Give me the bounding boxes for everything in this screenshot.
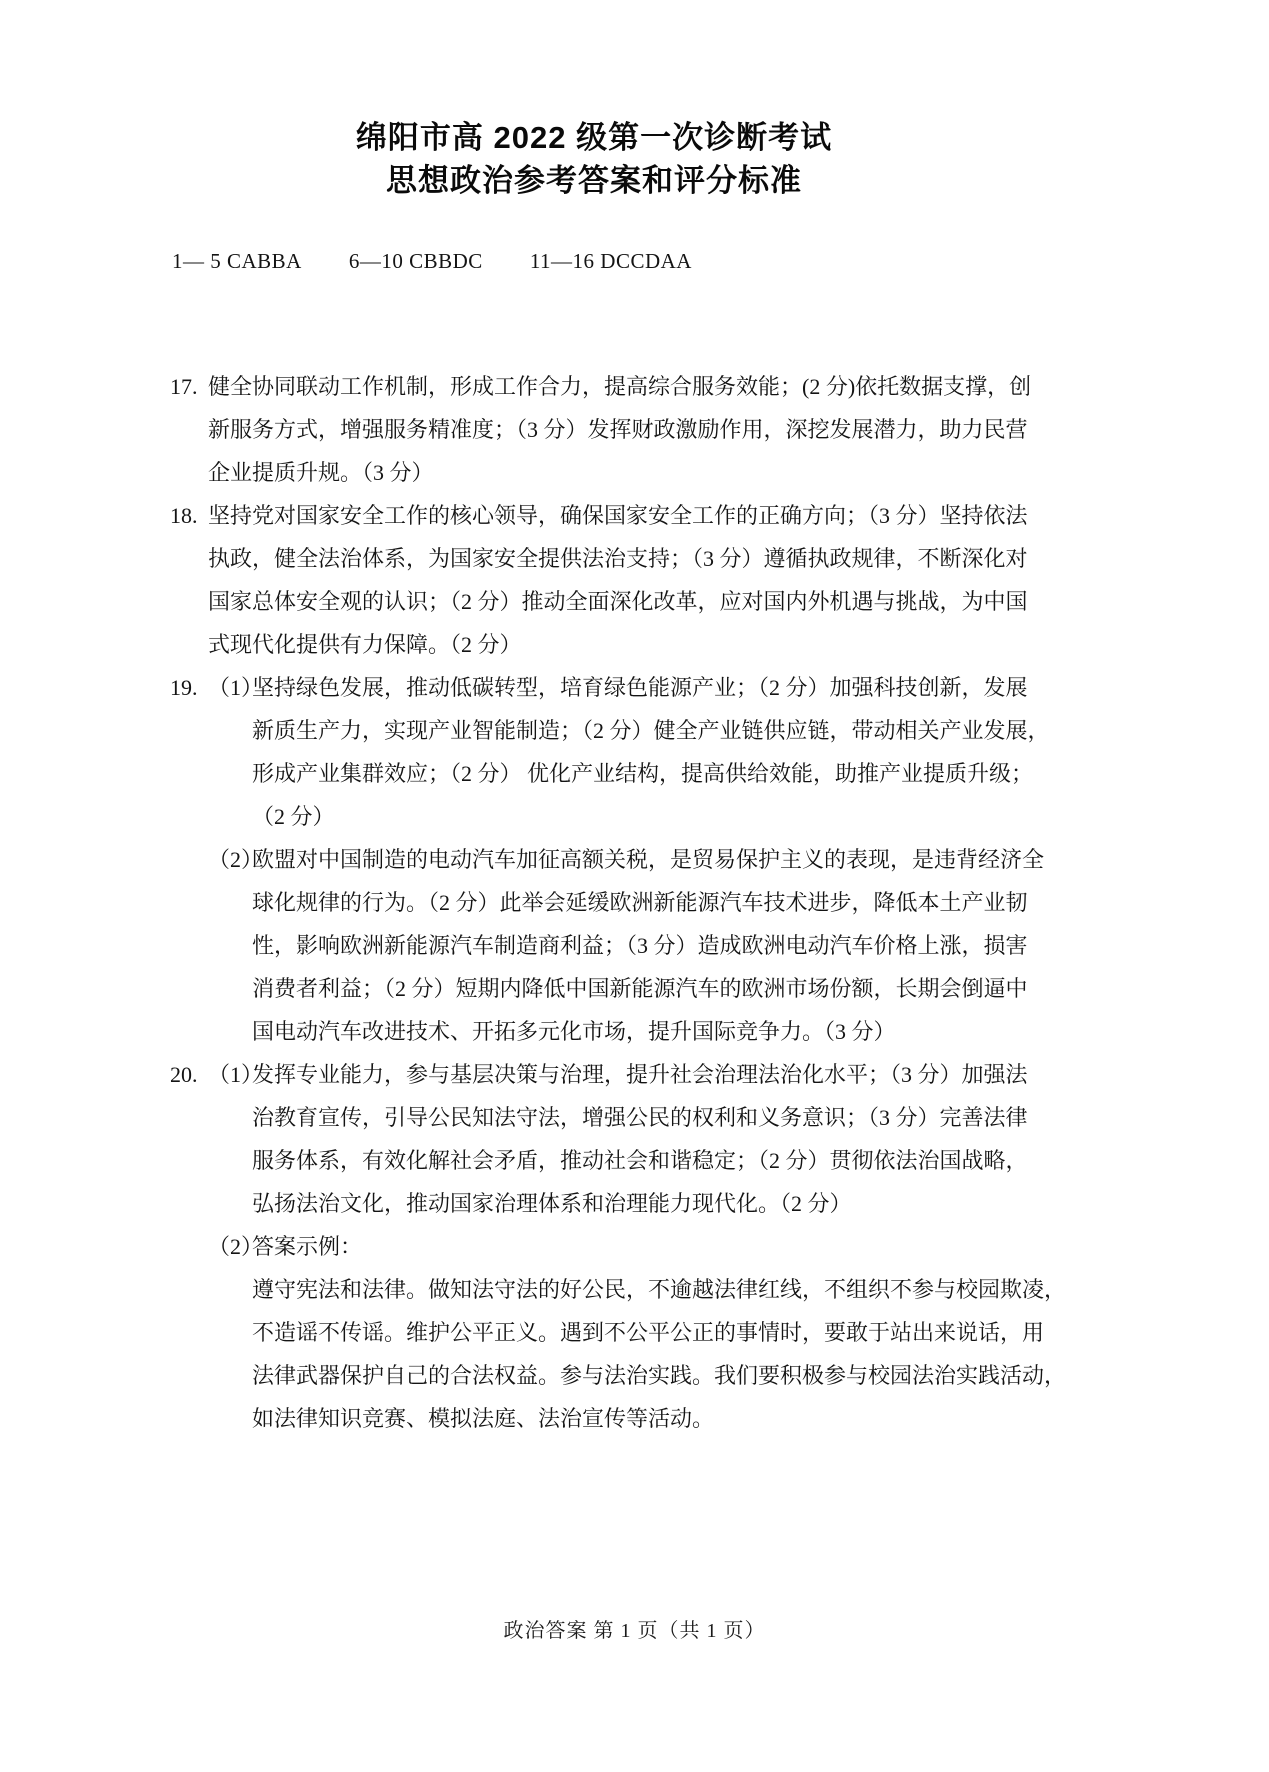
answer-line: 新质生产力，实现产业智能制造；（2 分）健全产业链供应链，带动相关产业发展， (252, 718, 1050, 743)
question-19 (170, 666, 1050, 1053)
answer-line: 式现代化提供有力保障。（2 分） (208, 632, 522, 657)
answer-line: 不造谣不传谣。维护公平正义。遇到不公平公正的事情时，要敢于站出来说话，用 (252, 1320, 1045, 1345)
question-18 (170, 494, 1028, 666)
answer-line: 国电动汽车改进技术、开拓多元化市场，提升国际竞争力。（3 分） (252, 1019, 896, 1044)
mc-answer-key (172, 249, 739, 274)
answers-body (170, 365, 1067, 1440)
answer-line: （2）欧盟对中国制造的电动汽车加征高额关税，是贸易保护主义的表现，是违背经济全 (170, 838, 1025, 881)
part-label: （2） (208, 847, 264, 872)
part-label: （2） (208, 1234, 264, 1259)
mc-range-11-16: 11—16 DCCDAA (529, 249, 692, 273)
mc-range-6-10: 6—10 CBBDC (348, 249, 483, 273)
answer-line: 国家总体安全观的认识；（2 分）推动全面深化改革，应对国内外机遇与挑战，为中国 (208, 589, 1028, 614)
answer-line: 遵守宪法和法律。做知法守法的好公民，不逾越法律红线，不组织不参与校园欺凌， (252, 1277, 1067, 1302)
answer-line: 形成产业集群效应；（2 分） 优化产业结构，提高供给效能，助推产业提质升级； (252, 761, 1034, 786)
part-label: （1） (208, 675, 264, 700)
document-header (170, 116, 1018, 202)
answer-line (170, 1225, 1025, 1268)
question-number: 20. (170, 1062, 198, 1087)
sample-answer-heading: 答案示例： (252, 1234, 363, 1259)
exam-title: 绵阳市高 2022 级第一次诊断考试 (355, 120, 833, 155)
mc-range-1-5: 1— 5 CABBA (172, 249, 302, 273)
answer-line: 17. 健全协同联动工作机制，形成工作合力，提高综合服务效能；(2 分)依托数据支撑，创 (170, 365, 1025, 408)
answer-line: （2 分） (252, 804, 335, 829)
part-label: （1） (208, 1062, 264, 1087)
answer-line: 如法律知识竞赛、模拟法庭、法治宣传等活动。 (252, 1406, 715, 1431)
question-number: 19. (170, 675, 198, 700)
answer-line: 18. 坚持党对国家安全工作的核心领导，确保国家安全工作的正确方向；（3 分）坚持依法 (170, 494, 1025, 537)
answer-line: 球化规律的行为。（2 分）此举会延缓欧洲新能源汽车技术进步，降低本土产业韧 (252, 890, 1028, 915)
answer-line: 弘扬法治文化，推动国家治理体系和治理能力现代化。（2 分） (252, 1191, 852, 1216)
question-20 (170, 1053, 1067, 1440)
exam-subtitle: 思想政治参考答案和评分标准 (386, 163, 802, 198)
answer-line: 消费者利益；（2 分）短期内降低中国新能源汽车的欧洲市场份额，长期会倒逼中 (252, 976, 1028, 1001)
answer-line: 新服务方式，增强服务精准度；（3 分）发挥财政激励作用，深挖发展潜力，助力民营 (208, 417, 1028, 442)
answer-line: 执政，健全法治体系，为国家安全提供法治支持；（3 分）遵循执政规律，不断深化对 (208, 546, 1028, 571)
answer-line: 服务体系，有效化解社会矛盾，推动社会和谐稳定；（2 分）贯彻依法治国战略， (252, 1148, 1028, 1173)
answer-line: 19. （1）坚持绿色发展，推动低碳转型，培育绿色能源产业；（2 分）加强科技创新，发展 (170, 666, 1025, 709)
answer-line: 法律武器保护自己的合法权益。参与法治实践。我们要积极参与校园法治实践活动， (252, 1363, 1067, 1388)
answer-line: 治教育宣传，引导公民知法守法，增强公民的权利和义务意识；（3 分）完善法律 (252, 1105, 1028, 1130)
answer-line: 性，影响欧洲新能源汽车制造商利益；（3 分）造成欧洲电动汽车价格上涨，损害 (252, 933, 1028, 958)
question-number: 17. (170, 374, 198, 399)
answer-line: 20. （1）发挥专业能力，参与基层决策与治理，提升社会治理法治化水平；（3 分）加强法 (170, 1053, 1025, 1096)
answer-line: 企业提质升规。（3 分） (208, 460, 434, 485)
question-number: 18. (170, 503, 198, 528)
question-17 (170, 365, 1032, 494)
page-number-footer: 政治答案 第 1 页（共 1 页） (503, 1620, 766, 1642)
